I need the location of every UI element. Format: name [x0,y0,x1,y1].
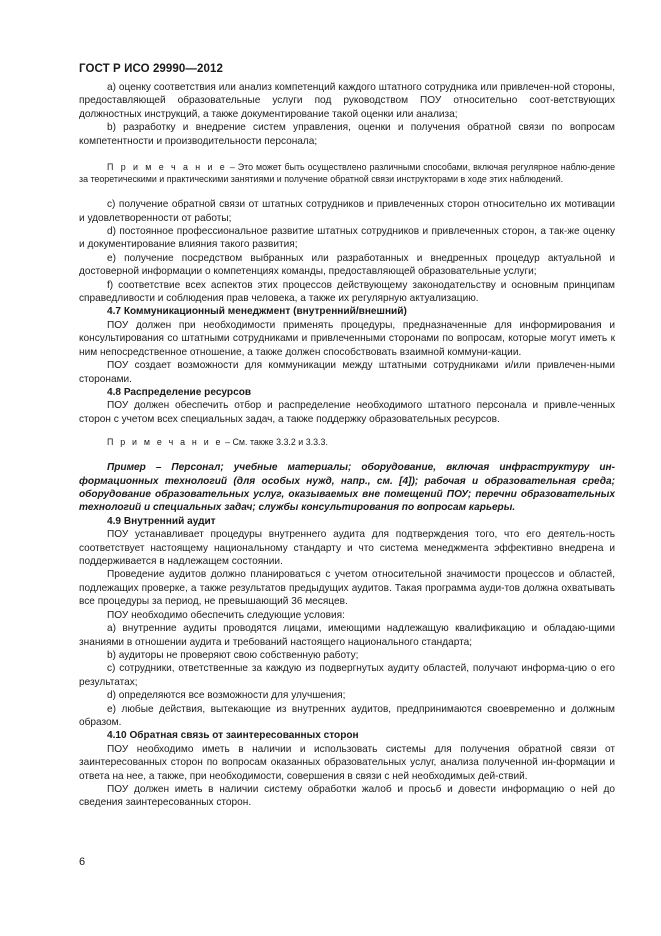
note-text: – Это может быть осуществлено различными способами, включая регулярное наблю-дение за теоретическими и практическими занятиями и получение обратной связи инструкторами в ходе этих наблюдений. [79,162,615,185]
paragraph: ПОУ необходимо иметь в наличии и использовать системы для получения обратной связи от заинтересованных сторон по вопросам оказанных образовательных услуг, анализа полученной ин-формации и ответа на нее, а также, при необходимости, совершения в связи с ней необходимых дей-ствий. [79,743,615,782]
section-heading-4-9: 4.9 Внутренний аудит [107,515,216,527]
document-body [79,81,615,810]
paragraph: ПОУ необходимо обеспечить следующие условия: [107,609,345,621]
list-item-c: c) получение обратной связи от штатных сотрудников и привлеченных сторон относительно их мотивации и удовлетворенности от работы; [79,199,615,224]
note-1 [79,161,615,185]
list-item-f: f) соответствие всех аспектов этих процессов действующему законодательству и основным принципам справедливости и соблюдения прав человека, а также их регулярную актуализацию. [79,279,615,305]
note-label: П р и м е ч а н и е [107,162,227,173]
list-item-d: d) определяются все возможности для улучшения; [107,690,346,702]
list-item-a: a) внутренние аудиты проводятся лицами, имеющими надлежащую квалификацию и обладаю-щими знаниями в отношении аудита и требований настоящего национального стандарта; [79,623,615,648]
note-2 [79,436,615,448]
list-item-b: b) разработку и внедрение систем управления, оценки и получения обратной связи по вопросам компетентности и производительности персонала; [79,122,615,147]
section-heading-4-7: 4.7 Коммуникационный менеджмент (внутренний/внешний) [107,306,407,318]
section-heading-4-10: 4.10 Обратная связь от заинтересованных сторон [107,730,359,742]
page-number: 6 [79,856,86,868]
paragraph: Проведение аудитов должно планироваться с учетом относительной значимости процессов и областей, подлежащих проверке, а также результатов предыдущих аудитов. Такая программа ауди-тов должна охватывать все процедуры за период, не превышающий 36 месяцев. [79,569,615,608]
paragraph: ПОУ устанавливает процедуры внутреннего аудита для подтверждения того, что его деятель-ность соответствует настоящему национальному стандарту и что система менеджмента эффективно внедрена и поддерживается в надлежащем состоянии. [79,529,615,568]
note-label: П р и м е ч а н и е [107,437,223,448]
paragraph: ПОУ создает возможности для коммуникации между штатными сотрудниками и/или привлечен-ными сторонами. [79,360,615,385]
section-heading-4-8: 4.8 Распределение ресурсов [107,386,252,398]
list-item-c: c) сотрудники, ответственные за каждую из подвергнутых аудиту областей, получают информа-цию о его результатах; [79,663,615,688]
document-header: ГОСТ Р ИСО 29990—2012 [79,63,224,75]
list-item-d: d) постоянное профессиональное развитие штатных сотрудников и привлеченных сторон, а так-же оценку и документирование влияния такого развития; [79,226,615,251]
list-item-a: a) оценку соответствия или анализ компетенций каждого штатного сотрудника или привлечен-ной стороны, предоставляющей образовательные услуги под руководством ПОУ относительно соот-ветствующих должностных инструкций, а также документирование такой оценки или анализа; [79,82,615,120]
example-paragraph: Пример – Персонал; учебные материалы; оборудование, включая инфраструктуру ин-формационных технологий (для особых нужд, напр., см. [4]); рабочая и образовательная среда; оборудование образовательных услуг, оказываемых вне помещений ПОУ; перечни образовательных технологий и специальных задач; службы консультирования по вопросам карьеры. [79,462,615,514]
list-item-e: e) получение посредством выбранных или разработанных и внедренных процедур актуальной и достоверной информации о компетенциях команды, предоставляющей образовательные услуги; [79,252,615,278]
paragraph: ПОУ должен обеспечить отбор и распределение необходимого штатного персонала и привле-ченных сторон с учетом всех специальных задач, а также поддержку образовательных ресурсов. [79,400,615,425]
paragraph: ПОУ должен иметь в наличии систему обработки жалоб и просьб и довести информацию о ней до сведения заинтересованных сторон. [79,783,615,809]
list-item-b: b) аудиторы не проверяют свою собственную работу; [107,649,359,661]
note-text: – См. также 3.3.2 и 3.3.3. [222,437,328,448]
paragraph: ПОУ должен при необходимости применять процедуры, предназначенные для информирования и консультирования со штатными сотрудниками и привлеченными сторонами по вопросам, которые могут иметь к ним непосредственное отношение, а также должен способствовать взаимной коммуни-кации. [79,319,615,358]
list-item-e: e) любые действия, вытекающие из внутренних аудитов, предпринимаются своевременно и должным образом. [79,703,615,728]
